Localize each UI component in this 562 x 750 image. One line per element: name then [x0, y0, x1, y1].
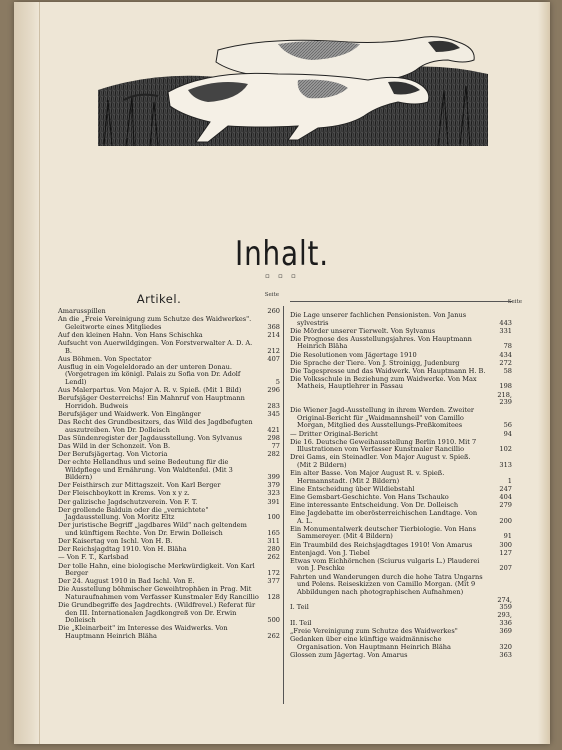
toc-entry: [290, 392, 512, 407]
toc-entry-title: — Dritter Original-Bericht: [290, 429, 378, 438]
toc-entry-title: Der 24. August 1910 in Bad Ischl. Von E.: [58, 577, 195, 586]
toc-entry: [290, 558, 512, 573]
toc-entry-title: Die Prognose des Ausstellungsjahres. Von Hauptmann Heinrich Bläha: [290, 334, 474, 351]
toc-entry: [58, 586, 280, 601]
toc-entry: [290, 431, 512, 439]
toc-entry: [58, 554, 280, 562]
column-divider: [283, 306, 284, 704]
toc-entry-page: 198: [499, 382, 512, 391]
toc-entry-title: Amarusspillen: [58, 307, 106, 315]
toc-entry-page: 320: [499, 642, 512, 651]
toc-entry-page: 279: [499, 501, 512, 510]
toc-entry-page: 434: [499, 350, 512, 359]
toc-entry: [290, 597, 512, 612]
toc-entry-page: 331: [499, 326, 512, 335]
toc-entry: [58, 625, 280, 640]
toc-entry-title: Die Ausstellung böhmischer Geweihtrophäen in Prag. Mit Naturaufnahmen vom Verfasser Kunstmaler Edy Rancillio: [58, 585, 259, 601]
toc-entry-page: 311: [267, 537, 280, 546]
toc-entry-title: Der juristische Begriff „jagdbares Wild" nach geltendem und künftigem Rechte. Von Dr. Erwin Dolleisch: [58, 521, 249, 537]
toc-entry-page: 274, 359: [497, 595, 512, 612]
toc-entry-title: Fahrten und Wanderungen durch die hohe Tatra Ungarns und Polens. Reiseskizzen von Camillo Morgan. (Mit 9 Abbildungen nach photographischen Aufnahmen): [290, 572, 485, 596]
toc-entry: [290, 574, 512, 597]
page-title: Inhalt.: [235, 234, 329, 274]
toc-entry-title: Das Sündenregister der Jagdausstellung. Von Sylvanus: [58, 433, 243, 442]
toc-entry-title: Der echte Hellandhus und seine Bedeutung für die Wildpflege und Ernährung. Von Waldtenfel. (Mit 3 Bildern): [58, 458, 235, 482]
toc-entry: [58, 507, 280, 522]
toc-list: [58, 308, 280, 640]
toc-entry-page: 298: [267, 433, 280, 442]
section-heading: Artikel.: [136, 292, 182, 306]
toc-entry-page: 58: [503, 366, 512, 375]
toc-entry-page: 313: [499, 460, 512, 469]
toc-entry-page: 296: [267, 386, 280, 395]
toc-entry-page: 345: [267, 409, 280, 418]
page-edge: [538, 2, 550, 744]
toc-entry: [290, 510, 512, 525]
toc-entry-page: 127: [499, 548, 512, 557]
toc-entry-title: — Von F. T., Karlsbad: [58, 553, 129, 562]
toc-entry-page: 262: [267, 553, 280, 562]
toc-entry-title: Der Berufsjägertag. Von Victoria: [58, 449, 168, 458]
toc-entry: [58, 602, 280, 625]
toc-entry-title: Die Resolutionen vom Jägertage 1910: [290, 350, 417, 359]
toc-entry: [290, 636, 512, 651]
toc-entry-page: 214: [267, 330, 280, 339]
toc-entry-page: 218, 239: [497, 390, 512, 407]
toc-entry-title: Die Lage unserer fachlichen Pensionisten. Von Janus sylvestris: [290, 311, 469, 327]
toc-entry-page: 377: [267, 577, 280, 586]
toc-entry-title: Die Wiener Jagd-Ausstellung in ihrem Werden. Zweiter Original-Bericht für „Waidmannsheil" von Camillo Morgan, Mitglied des Ausstellungs-Preßkomitees: [290, 406, 477, 430]
toc-entry-title: Die „Kleinarbeit" im Interesse des Waidwerks. Von Hauptmann Heinrich Bläha: [58, 624, 230, 640]
toc-entry-title: Der Feisthirsch zur Mittagszeit. Von Karl Berger: [58, 481, 221, 490]
toc-entry-page: 200: [499, 516, 512, 525]
toc-entry-title: Die Tagespresse und das Waidwerk. Von Hauptmann H. B.: [290, 366, 486, 375]
toc-entry-title: Drei Gams, ein Steinadler. Von Major August v. Spieß. (Mit 2 Bildern): [290, 453, 473, 469]
toc-entry: [290, 439, 512, 454]
toc-entry: [290, 470, 512, 485]
toc-entry-page: 102: [499, 445, 512, 454]
toc-entry-title: Die Sprache der Tiere. Von J. Stroinigg, Judenburg: [290, 358, 460, 367]
toc-entry: [58, 459, 280, 482]
hunting-dogs-vignette: [98, 30, 488, 146]
toc-entry: [58, 316, 280, 331]
toc-entry: [290, 454, 512, 469]
toc-entry: [58, 364, 280, 387]
toc-entry-title: Die 16. Deutsche Geweihausstellung Berlin 1910. Mit 7 Illustrationen vom Verfasser Kunstmaler Rancillio: [290, 437, 479, 454]
right-column: [290, 292, 522, 716]
toc-entry-title: Eine interessante Entscheidung. Von Dr. Dolleisch: [290, 501, 459, 510]
toc-entry-title: Aus Böhmen. Von Spectator: [58, 354, 152, 363]
toc-entry-page: 363: [499, 650, 512, 659]
toc-entry-page: 300: [499, 540, 512, 549]
toc-entry-page: 500: [267, 616, 280, 625]
toc-entry-page: 421: [267, 425, 280, 434]
toc-entry-page: 391: [267, 497, 280, 506]
toc-entry-page: 443: [499, 318, 512, 327]
toc-entry: [290, 336, 512, 351]
toc-entry-title: Der Kaisertag von Ischl. Von H. B.: [58, 537, 173, 546]
seite-label: Seite: [507, 299, 522, 305]
seite-label: Seite: [264, 292, 279, 298]
toc-entry-page: 165: [267, 529, 280, 537]
toc-entry: [290, 376, 512, 391]
toc-entry-page: 56: [503, 421, 512, 430]
toc-entry-title: Berufsjäger Oesterreichs! Ein Mahnruf von Hauptmann Horridoh. Budweis: [58, 394, 247, 410]
toc-entry-page: 207: [499, 564, 512, 573]
toc-entry-page: 404: [499, 492, 512, 501]
toc-entry-title: Das Recht des Grundbesitzers, das Wild des Jagdbefugten auszutreiben. Von Dr. Dolleisch: [58, 418, 255, 434]
toc-entry-page: 1: [507, 476, 512, 485]
toc-entry-title: Der tolle Hahn, eine biologische Merkwürdigkeit. Von Karl Berger: [58, 561, 257, 578]
toc-entry-page: 247: [499, 484, 512, 493]
toc-entry-title: Berufsjäger und Waidwerk. Von Eingänger: [58, 409, 201, 418]
toc-entry-title: Der grollende Balduin oder die „vernichtete" Jagdausstellung. Von Moritz Eltz: [58, 505, 211, 522]
toc-entry: [290, 352, 512, 360]
toc-entry-page: 172: [267, 569, 280, 578]
toc-entry-title: Der galizische Jagdschutzverein. Von F. T.: [58, 497, 198, 506]
toc-entry-page: 282: [267, 449, 280, 458]
toc-entry-title: Die Mörder unserer Tierwelt. Von Sylvanus: [290, 326, 436, 335]
toc-entry-title: II. Teil: [290, 618, 312, 627]
toc-entry: [290, 612, 512, 627]
toc-entry: [58, 522, 280, 537]
toc-entry: [58, 490, 280, 498]
toc-entry-page: 128: [267, 592, 280, 601]
toc-entry-title: Ein Traumbild des Reichsjagdtages 1910! Von Amarus: [290, 540, 473, 549]
toc-entry: [58, 395, 280, 410]
toc-entry-title: Ein Monumentalwerk deutscher Tierbiologie. Von Hans Sammereyer. (Mit 4 Bildern): [290, 524, 479, 541]
toc-entry-page: 369: [499, 627, 512, 636]
toc-entry-page: 91: [503, 532, 512, 541]
toc-entry-title: Der Reichsjagdtag 1910. Von H. Bläha: [58, 545, 187, 554]
toc-entry-title: Ein alter Basse. Von Major August R. v. Spieß. Hermannstadt. (Mit 2 Bildern): [290, 469, 447, 485]
toc-entry-title: Der Fleischboykott in Krems. Von x y z.: [58, 489, 190, 498]
toc-entry-title: Gedanken über eine künftige waidmännische Organisation. Von Hauptmann Heinrich Bläha: [290, 635, 451, 651]
toc-list: [290, 312, 512, 660]
toc-entry-title: Entenjagd. Von J. Tiebel: [290, 548, 370, 557]
toc-entry-page: 283: [267, 401, 280, 410]
toc-entry-page: 272: [499, 358, 512, 367]
toc-entry-page: 399: [267, 473, 280, 482]
ornament-divider: ▫ ▫ ▫: [265, 272, 299, 280]
toc-entry-title: I. Teil: [290, 603, 309, 612]
toc-entry-page: 77: [271, 441, 280, 450]
toc-entry-page: 407: [267, 354, 280, 363]
toc-entry-title: Aus Malerpartus. Von Major A. R. v. Spieß. (Mit 1 Bild): [58, 386, 242, 395]
toc-entry-page: 293, 336: [497, 611, 512, 627]
toc-entry-title: Eine Entscheidung über Wildiebstahl: [290, 484, 415, 493]
toc-entry-title: Das Wild in der Schonzeit. Von B.: [58, 441, 171, 450]
toc-entry-title: Eine Gemsbart-Geschichte. Von Hans Tschauko: [290, 492, 449, 501]
page-spine: [14, 2, 40, 744]
toc-entry-title: Aufsucht von Auerwildgingen. Von Forstverwalter A. D. A. B.: [58, 338, 255, 355]
toc-entry-page: 100: [267, 513, 280, 522]
toc-entry-page: 78: [503, 342, 512, 351]
toc-entry-page: 262: [267, 631, 280, 640]
toc-entry-title: An die „Freie Vereinigung zum Schutze des Waidwerkes". Geleitworte eines Mitgliedes: [58, 315, 254, 331]
toc-entry-page: 379: [267, 481, 280, 490]
toc-entry: [290, 407, 512, 430]
toc-entry-title: Glossen zum Jägertag. Von Amarus: [290, 650, 408, 659]
left-column: [58, 292, 280, 716]
toc-entry-title: Die Volksschule in Beziehung zum Waidwerke. Von Max Matheis, Hauptlehrer in Passau: [290, 374, 479, 391]
toc-entry-title: Auf den kleinen Hahn. Von Hans Schischka: [58, 330, 203, 339]
toc-entry: [58, 340, 280, 355]
toc-entry-page: 260: [267, 307, 280, 315]
toc-entry-page: 280: [267, 545, 280, 554]
toc-entry-title: Die Grundbegriffe des Jagdrechts. (Wildfrevel.) Referat für den III. Internationalen Jagdkongreß von Dr. Erwin Dolleisch: [58, 601, 258, 625]
toc-entry: [290, 526, 512, 541]
toc-entry-title: Ausflug in ein Vogeleldorado an der unteren Donau. (Vorgetragen im königl. Palais zu Sofia von Dr. Adolf Lendl): [58, 362, 243, 386]
toc-entry-title: „Freie Vereinigung zum Schutze des Waidwerkes": [290, 627, 458, 636]
toc-entry: [290, 312, 512, 327]
toc-entry-page: 368: [267, 322, 280, 331]
toc-entry: [58, 419, 280, 434]
toc-entry-title: Etwas vom Eichhörnchen (Sciurus vulgaris L.) Plauderei von J. Peschke: [290, 556, 482, 573]
toc-entry: [290, 652, 512, 660]
toc-entry-page: 212: [267, 346, 280, 355]
toc-entry-page: 5: [275, 377, 280, 386]
book-page: [14, 2, 550, 744]
toc-entry-page: 323: [267, 489, 280, 498]
toc-entry: [290, 542, 512, 550]
toc-entry-title: Eine Jagdebatte im oberösterreichischen Landtage. Von A. L.: [290, 509, 480, 525]
toc-entry-page: 94: [503, 429, 512, 438]
toc-entry: [58, 563, 280, 578]
